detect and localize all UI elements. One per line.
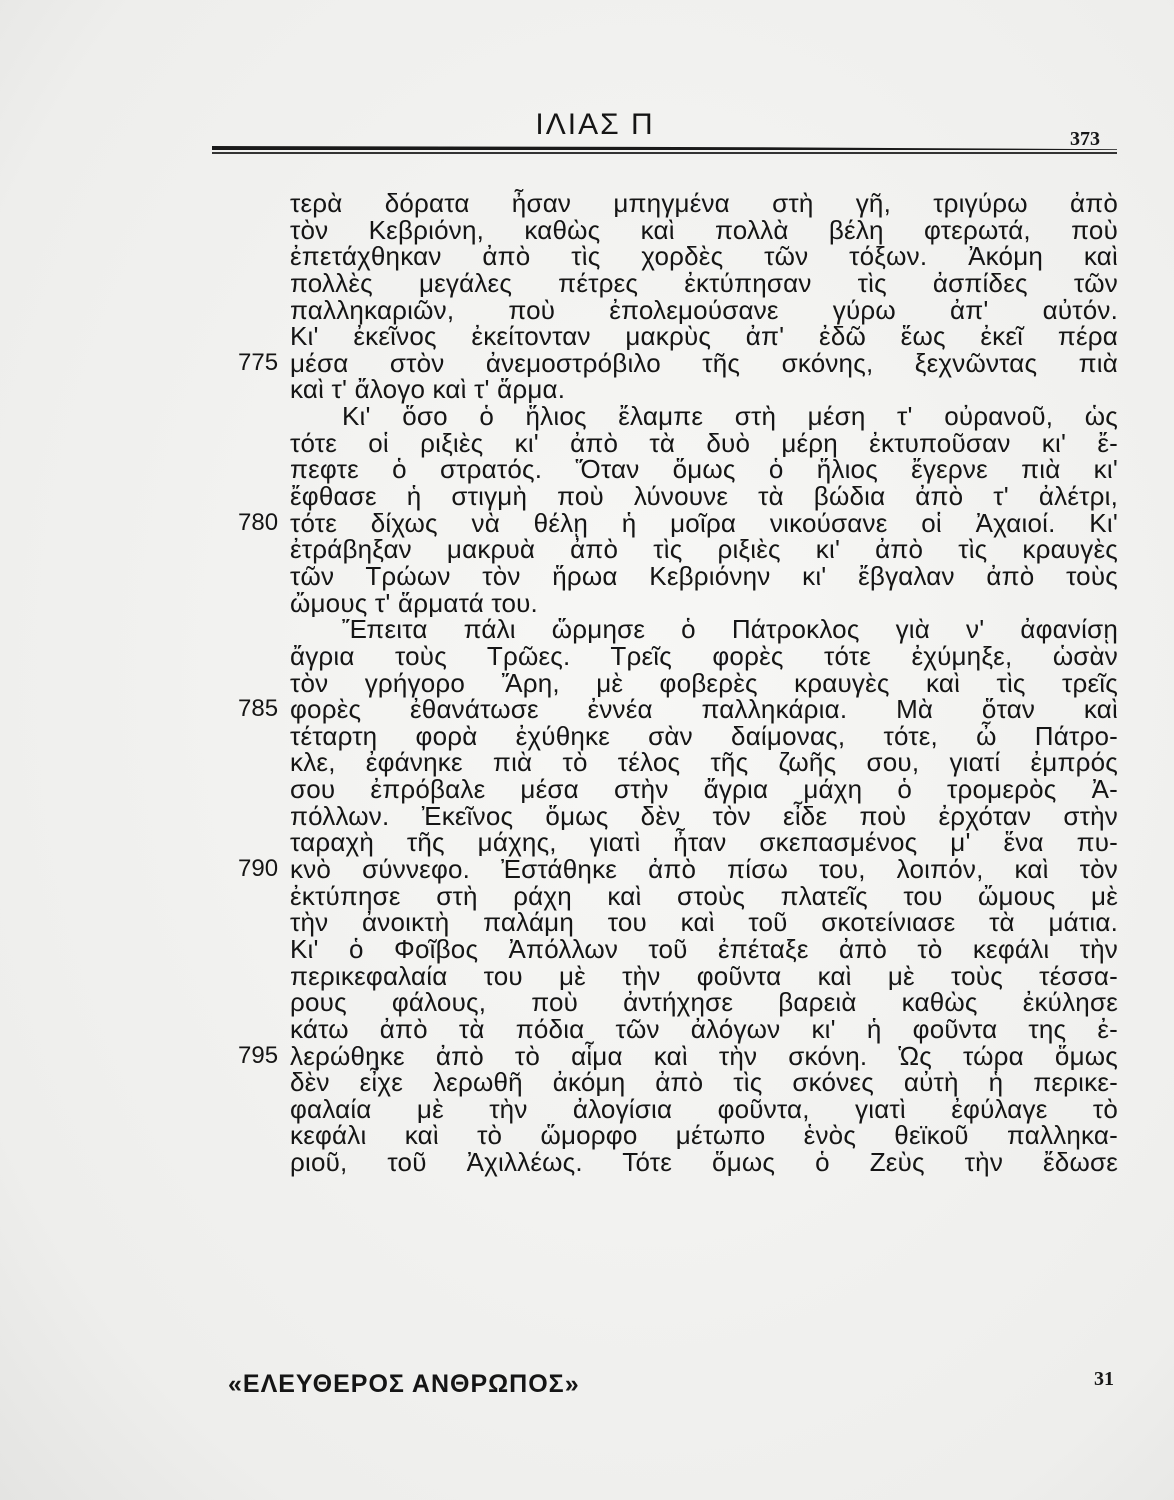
text-line-content: λερώθηκε ἀπὸ τὸ αἷμα καὶ τὴν σκόνη. Ὡς τώρα ὅμως [290,1040,1118,1071]
text-line-content: τερὰ δόρατα ἦσαν μπηγμένα στὴ γῆ, τριγύρω ἀπὸ [290,188,1118,218]
text-line [0,483,1174,510]
running-title: ΙΛΙΑΣ Π [535,108,655,141]
text-line [0,667,1174,698]
text-line-content: ἐπετάχθηκαν ἀπὸ τὶς χορδὲς τῶν τόξων. Ἀκόμη καὶ [290,241,1118,272]
text-line [0,376,1174,403]
text-line-content: Κι' ὅσο ὁ ἥλιος ἔλαμπε στὴ μέση τ' οὐρανοῦ, ὡς [342,401,1118,432]
text-line-content: κάτω ἀπὸ τὰ πόδια τῶν ἀλόγων κι' ἡ φοῦντα της ἐ- [290,1013,1118,1044]
text-line [0,536,1174,563]
text-line-content: τέταρτη φορὰ ἐχύθηκε σὰν δαίμονας, τότε, ὦ Πάτρο- [290,720,1118,751]
text-line [0,587,1174,618]
text-line-content: καὶ τ' ἄλογο καὶ τ' ἅρμα. [290,374,566,405]
text-line [0,1069,1174,1096]
text-line [0,800,1174,831]
text-line [0,616,1174,643]
text-line [0,323,1174,350]
text-line-content: Κι' ἐκεῖνος ἐκείτονταν μακρὺς ἀπ' ἐδῶ ἕως ἐκεῖ πέρα [290,321,1118,352]
text-line-content: φαλαία μὲ τὴν ἀλογίσια φοῦντα, γιατὶ ἐφύλαγε τὸ [290,1093,1118,1124]
text-line [0,403,1174,430]
footer-publication: «ΕΛΕΥΘΕΡΟΣ ΑΝΘΡΩΠΟΣ» [228,1370,580,1398]
text-line-content: κεφάλι καὶ τὸ ὥμορφο μέτωπο ἑνὸς θεϊκοῦ παλληκα- [290,1120,1118,1151]
text-line-content: ρους φάλους, ποὺ ἀντήχησε βαρειὰ καθὼς ἐκύλησε [290,987,1118,1018]
text-line [0,1122,1174,1149]
header-rule-thin [212,152,1117,154]
text-line [0,267,1174,298]
text-line-content: ἐτράβηξαν μακρυὰ ἀπὸ τὶς ριξιὲς κι' ἀπὸ τὶς κραυγὲς [290,534,1118,565]
text-line [0,960,1174,991]
text-line [0,507,1174,538]
text-line-content: τότε οἱ ριξιὲς κι' ἀπὸ τὰ δυὸ μέρη ἐκτυποῦσαν κι' ἔ- [290,427,1118,458]
text-line-content: ριοῦ, τοῦ Ἀχιλλέως. Τότε ὅμως ὁ Ζεὺς τὴν ἔδωσε [290,1147,1118,1178]
text-line-content: κνὸ σύννεφο. Ἐστάθηκε ἀπὸ πίσω του, λοιπόν, καὶ τὸν [290,854,1118,885]
text-line [0,456,1174,483]
text-line [0,749,1174,776]
page-number-bottom: 31 [1094,1368,1114,1390]
text-line-content: ἄγρια τοὺς Τρῶες. Τρεῖς φορὲς τότε ἐχύμηξε, ὡσὰν [290,640,1118,671]
text-line-content: ἔφθασε ἡ στιγμὴ ποὺ λύνουνε τὰ βώδια ἀπὸ τ' ἀλέτρι, [290,481,1118,512]
header-rule [212,146,1117,150]
text-line-content: περικεφαλαία του μὲ τὴν φοῦντα καὶ μὲ τοὺς τέσσα- [290,960,1118,991]
text-line-content: Κι' ὁ Φοῖβος Ἀπόλλων τοῦ ἐπέταξε ἀπὸ τὸ κεφάλι τὴν [290,933,1118,964]
text-line-content: τὴν ἀνοικτὴ παλάμη του καὶ τοῦ σκοτείνιασε τὰ μάτια. [290,907,1118,938]
verse-line-number: 785 [238,695,279,723]
text-line-content: κλε, ἐφάνηκε πιὰ τὸ τέλος τῆς ζωῆς σου, γιατί ἐμπρός [290,747,1118,778]
page-number-top: 373 [1070,128,1100,150]
text-line-content: δὲν εἶχε λερωθῆ ἀκόμη ἀπὸ τὶς σκόνες αὐτὴ ἡ περικε- [290,1067,1118,1098]
text-line [0,560,1174,591]
text-line [0,294,1174,325]
text-line [0,1093,1174,1124]
text-line [0,989,1174,1016]
text-line-content: μέσα στὸν ἀνεμοστρόβιλο τῆς σκόνης, ξεχνῶντας πιὰ [290,347,1118,378]
text-line [0,776,1174,803]
verse-line-number: 775 [238,348,279,376]
text-line [0,1149,1174,1176]
text-line [0,243,1174,270]
text-line [0,880,1174,911]
text-line [0,190,1174,217]
text-line-content: ταραχὴ τῆς μάχης, γιατὶ ἦταν σκεπασμένος μ' ἕνα πυ- [290,827,1118,858]
text-line-content: τὸν γρήγορο Ἄρη, μὲ φοβερὲς κραυγὲς καὶ τὶς τρεῖς [290,667,1118,698]
text-line [0,720,1174,751]
text-line-content: τὸν Κεβριόνη, καθὼς καὶ πολλὰ βέλη φτερωτά, ποὺ [290,214,1118,245]
verse-line-number: 790 [238,855,279,883]
text-line [0,347,1174,378]
text-line-content: πόλλων. Ἐκεῖνος ὅμως δὲν τὸν εἶδε ποὺ ἐρχόταν στὴν [290,800,1118,831]
text-line-content: φορὲς ἐθανάτωσε ἐννέα παλληκάρια. Μὰ ὅταν καὶ [290,694,1118,725]
text-line-content: παλληκαριῶν, ποὺ ἐπολεμούσανε γύρω ἀπ' αὐτόν. [290,294,1118,325]
text-line [0,829,1174,856]
text-line-content: τῶν Τρώων τὸν ἥρωα Κεβριόνην κι' ἔβγαλαν ἀπὸ τοὺς [290,560,1118,591]
text-line-content: πολλὲς μεγάλες πέτρες ἐκτύπησαν τὶς ἀσπίδες τῶν [290,267,1118,298]
text-line-content: Ἔπειτα πάλι ὥρμησε ὁ Πάτροκλος γιὰ ν' ἀφανίσῃ [342,614,1118,645]
verse-line-number: 780 [238,508,279,536]
verse-line-number: 795 [238,1041,279,1069]
text-line-content: σου ἐπρόβαλε μέσα στὴν ἄγρια μάχη ὁ τρομερὸς Ἀ- [290,774,1118,805]
text-body [0,190,1174,1176]
text-line [0,214,1174,245]
text-line [0,640,1174,671]
text-line-content: ὤμους τ' ἅρματά του. [290,587,538,618]
text-line [0,427,1174,458]
text-line-content: τότε δίχως νὰ θέλῃ ἡ μοῖρα νικούσανε οἱ Ἀχαιοί. Κι' [290,507,1118,538]
text-line [0,1013,1174,1044]
text-line-content: ἐκτύπησε στὴ ράχη καὶ στοὺς πλατεῖς του ὤμους μὲ [290,880,1118,911]
text-line [0,933,1174,964]
text-line-content: πεφτε ὁ στρατός. Ὅταν ὅμως ὁ ἥλιος ἔγερνε πιὰ κι' [290,454,1118,485]
text-line [0,1040,1174,1071]
text-line [0,696,1174,723]
text-line [0,856,1174,883]
text-line [0,909,1174,936]
